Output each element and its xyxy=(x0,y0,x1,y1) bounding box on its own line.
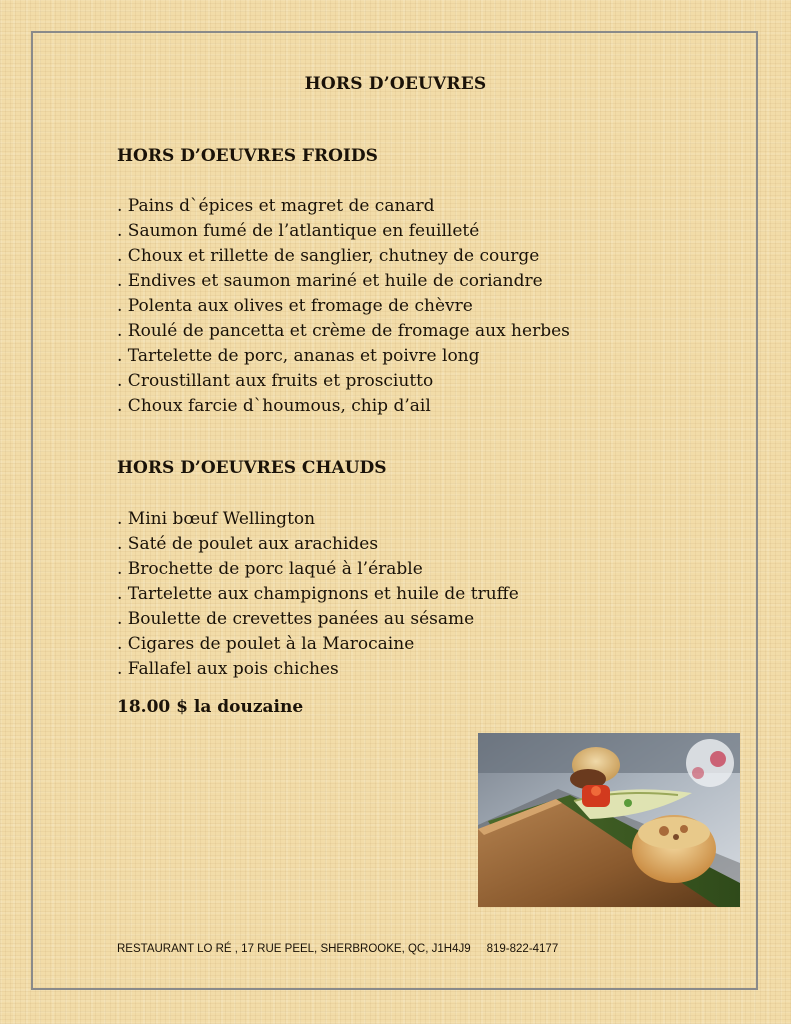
footer-address: RESTAURANT LO RÉ , 17 RUE PEEL, SHERBROOKE, QC, J1H4J9 xyxy=(117,943,471,955)
cold-section-heading: HORS D’OEUVRES FROIDS xyxy=(117,146,378,166)
hot-section-heading: HORS D’OEUVRES CHAUDS xyxy=(117,458,387,478)
menu-item: . Cigares de poulet à la Marocaine xyxy=(117,634,415,654)
menu-item: . Tartelette de porc, ananas et poivre long xyxy=(117,346,480,366)
menu-item: . Brochette de porc laqué à l’érable xyxy=(117,559,423,579)
menu-item: . Boulette de crevettes panées au sésame xyxy=(117,609,475,629)
menu-item: . Croustillant aux fruits et prosciutto xyxy=(117,371,434,391)
menu-item: . Mini bœuf Wellington xyxy=(117,509,316,529)
menu-item: . Tartelette aux champignons et huile de truffe xyxy=(117,584,519,604)
menu-item: . Endives et saumon mariné et huile de coriandre xyxy=(117,271,543,291)
menu-item: . Choux et rillette de sanglier, chutney de courge xyxy=(117,246,540,266)
footer-contact xyxy=(117,943,558,955)
menu-item: . Pains d`épices et magret de canard xyxy=(117,196,435,216)
menu-item: . Roulé de pancetta et crème de fromage aux herbes xyxy=(117,321,570,341)
page-title: HORS D’OEUVRES xyxy=(304,74,487,94)
price-label: 18.00 $ la douzaine xyxy=(117,697,304,717)
cold-items-list xyxy=(117,194,570,419)
menu-item: . Polenta aux olives et fromage de chèvre xyxy=(117,296,473,316)
menu-item: . Saumon fumé de l’atlantique en feuilleté xyxy=(117,221,480,241)
menu-item: . Saté de poulet aux arachides xyxy=(117,534,379,554)
menu-item: . Choux farcie d`houmous, chip d’ail xyxy=(117,396,431,416)
hot-items-list xyxy=(117,507,519,682)
menu-item: . Fallafel aux pois chiches xyxy=(117,659,339,679)
food-photo xyxy=(478,733,740,907)
footer-phone: 819-822-4177 xyxy=(486,943,559,955)
